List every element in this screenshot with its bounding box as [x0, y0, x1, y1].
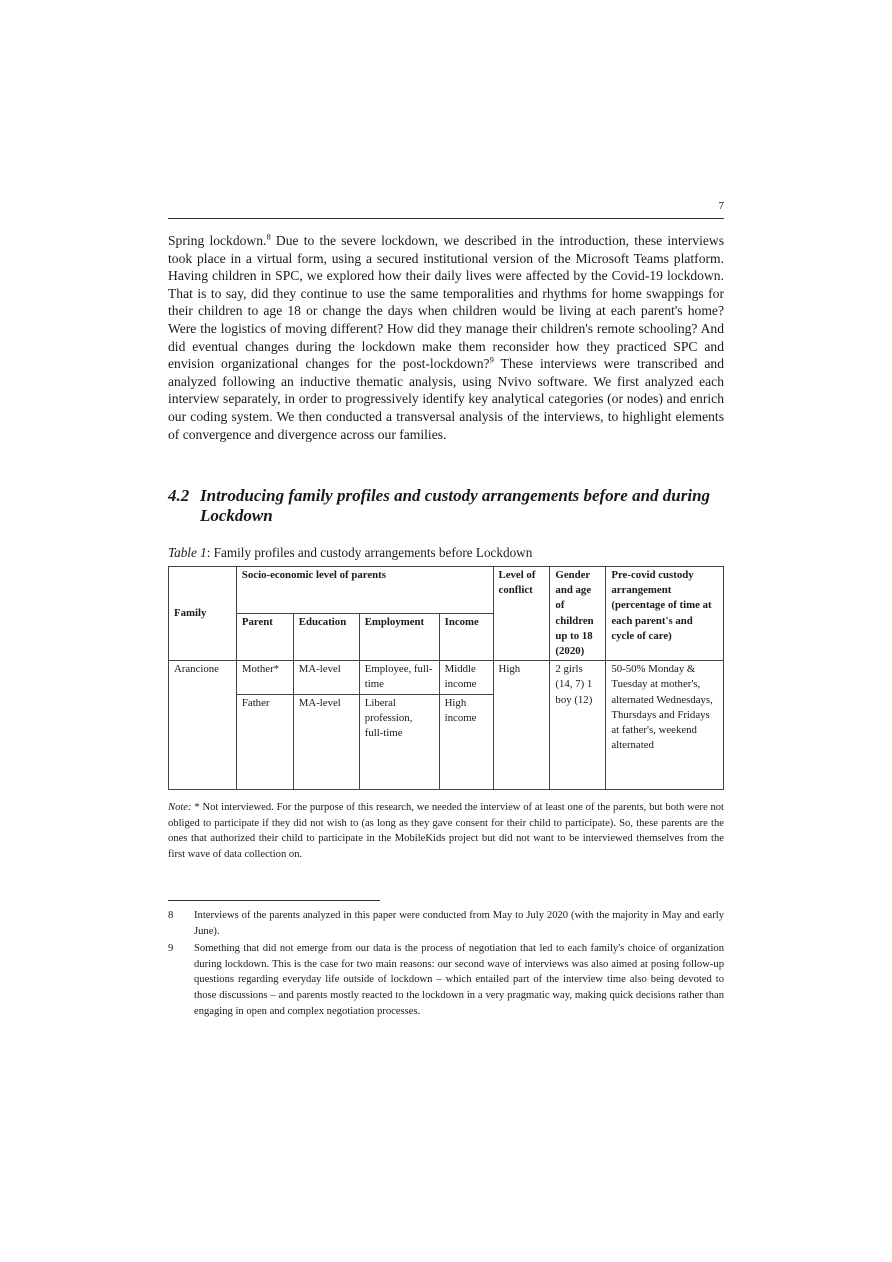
table-caption: [168, 545, 532, 561]
table-caption-text: : Family profiles and custody arrangements before Lockdown: [206, 545, 533, 560]
table-note-label: Note:: [168, 802, 192, 813]
cell-children: 2 girls (14, 7) 1 boy (12): [550, 661, 606, 789]
body-text-part3: These interviews were transcribed and analyzed following an inductive thematic analysis, using Nvivo software. We first analyzed each interview separately, in order to progressively identify key analytical categories (or nodes) and enrich our coding system. We then conducted a transversal analysis of the interviews, to highlight elements of convergence and divergence across our families.: [168, 356, 724, 442]
page-number: 7: [718, 200, 724, 212]
header-children: Gender and age of children up to 18 (2020): [550, 567, 606, 661]
section-title-line1: Introducing family profiles and custody arrangements before and during: [200, 486, 711, 505]
header-income: Income: [439, 614, 493, 661]
cell-conflict: High: [493, 661, 550, 789]
section-title-line2: Lockdown: [200, 506, 273, 525]
footnote-rule: [168, 900, 380, 901]
cell-family: Arancione: [169, 661, 237, 789]
table-note-text: * Not interviewed. For the purpose of this research, we needed the interview of at least one of the parents, but both were not obliged to participate if they did not wish to (as long as they gave consent for their child to participate). So, these parents are the ones that authorized their child to participate in the MobileKids project but did not want to be interviewed themselves from the first wave of data collection on.: [168, 802, 724, 860]
header-custody: Pre-covid custody arrangement (percentage of time at each parent's and cycle of care): [606, 567, 724, 661]
footnote-item: [168, 908, 724, 939]
footnote-ref-8[interactable]: 8: [266, 231, 271, 242]
header-conflict: Level of conflict: [493, 567, 550, 661]
cell-income: Middle income: [439, 661, 493, 694]
header-employment: Employment: [359, 614, 439, 661]
cell-parent: Father: [236, 694, 293, 789]
section-number: 4.2: [168, 486, 190, 505]
cell-income: High income: [439, 694, 493, 789]
footnote-item: [168, 941, 724, 1019]
footnote-number: 8: [168, 910, 174, 921]
footnote-text: Interviews of the parents analyzed in this paper were conducted from May to July 2020 (with the majority in May and early June).: [194, 910, 724, 937]
header-rule: [168, 218, 724, 219]
header-socio-economic: Socio-economic level of parents: [236, 567, 493, 614]
footnote-text: Something that did not emerge from our data is the process of negotiation that led to each family's choice of organization during lockdown. This is the case for two main reasons: our second wave of interviews was also aimed at posing follow-up questions regarding everyday life outside of lockdown – which entailed part of the interview time also being devoted to those discussions – and parents mostly reacted to the lockdown in a very pragmatic way, making quick decisions rather than engaging in open and complex negotiation processes.: [194, 943, 724, 1017]
header-education: Education: [293, 614, 359, 661]
cell-education: MA-level: [293, 694, 359, 789]
table-header-row: [169, 567, 724, 614]
body-text-part1: Spring lockdown.: [168, 233, 267, 248]
header-parent: Parent: [236, 614, 293, 661]
footnote-ref-9[interactable]: 9: [489, 354, 494, 365]
table-note: [168, 800, 724, 862]
cell-employment: Liberal profession, full-time: [359, 694, 439, 789]
header-family: Family: [169, 567, 237, 661]
table-row: [169, 661, 724, 694]
section-heading: [168, 486, 724, 526]
footnotes: [168, 908, 724, 1021]
footnote-number: 9: [168, 943, 174, 955]
cell-custody: 50-50% Monday & Tuesday at mother's, alternated Wednesdays, Thursdays and Fridays at father's, weekend alternated: [606, 661, 724, 789]
cell-education: MA-level: [293, 661, 359, 694]
body-text-part2: Due to the severe lockdown, we described in the introduction, these interviews took place in a virtual form, using a secured institutional version of the Microsoft Teams platform. Having children in SPC, we explored how their daily lives were affected by the Covid-19 lockdown. That is to say, did they continue to use the same temporalities and rhythms for home swappings for their children to age 18 or change the days when children would be living at each parent's home? Were the logistics of moving different? How did they manage their children's remote schooling? And did eventual changes during the lockdown make them reconsider how they practiced SPC and envision organizational changes for the post-lockdown?: [168, 233, 724, 372]
body-paragraph: [168, 232, 724, 443]
family-profile-table: [168, 566, 724, 790]
cell-employment: Employee, full-time: [359, 661, 439, 694]
cell-parent: Mother*: [236, 661, 293, 694]
table-caption-label: Table 1: [168, 545, 207, 560]
